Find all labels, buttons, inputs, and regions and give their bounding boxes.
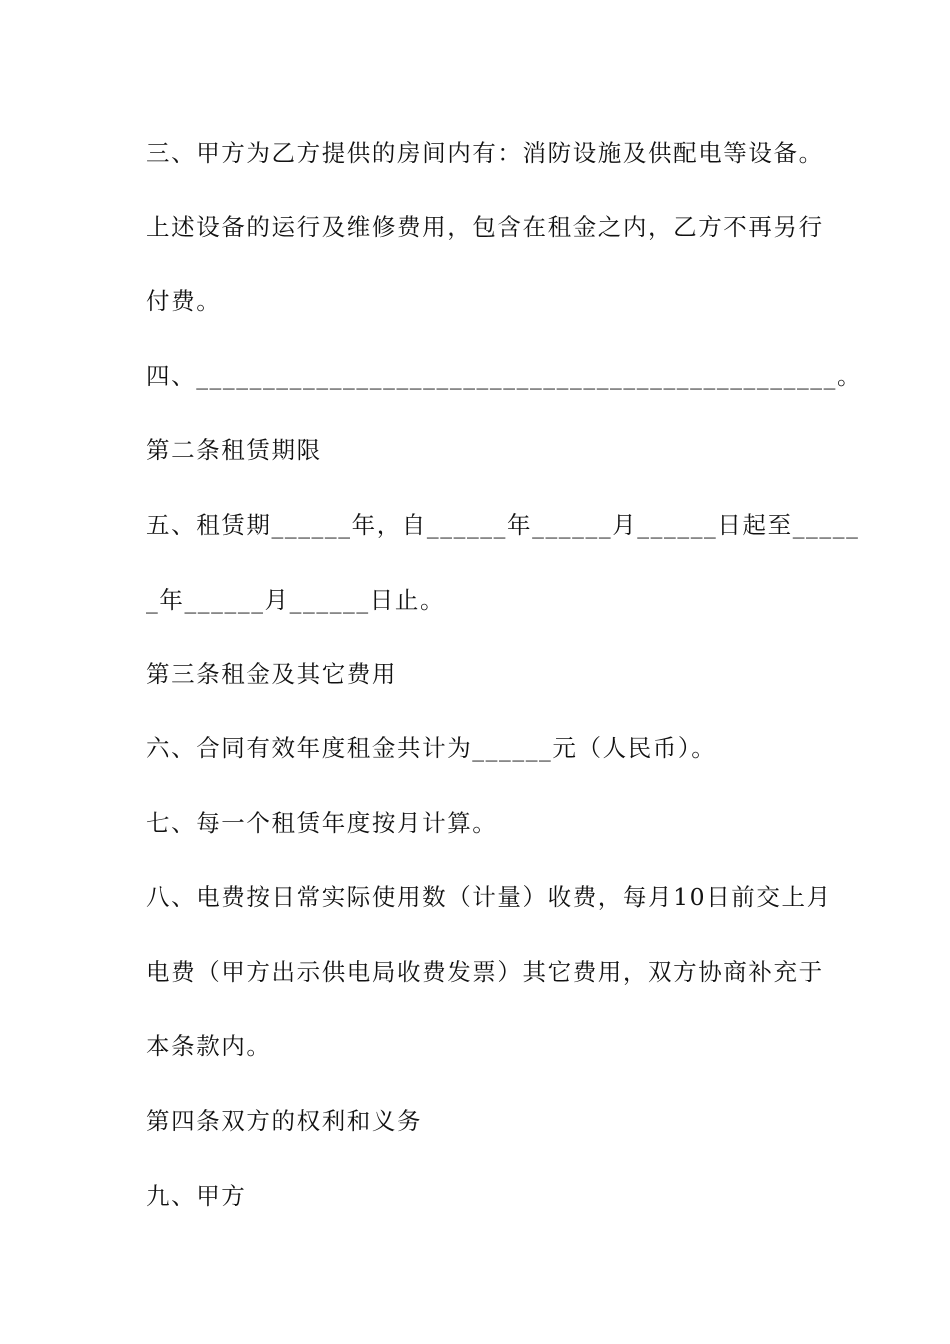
text-line: _年______月______日止。: [146, 586, 446, 614]
text-line: 上述设备的运行及维修费用，包含在租金之内，乙方不再另行: [146, 213, 824, 241]
text-line: 三、甲方为乙方提供的房间内有：消防设施及供配电等设备。: [146, 139, 824, 167]
text-line: 九、甲方: [146, 1182, 247, 1210]
section-heading: 第四条双方的权利和义务: [146, 1107, 423, 1135]
blank-fill-line: 四、________________________________________________。: [146, 362, 863, 390]
section-heading: 第二条租赁期限: [146, 436, 322, 464]
text-line: 七、每一个租赁年度按月计算。: [146, 809, 498, 837]
text-line: 五、租赁期______年，自______年______月______日起至_____: [146, 511, 860, 539]
text-line: 六、合同有效年度租金共计为______元（人民币）。: [146, 734, 717, 762]
text-line: 本条款内。: [146, 1032, 272, 1060]
text-line: 八、电费按日常实际使用数（计量）收费，每月10日前交上月: [146, 883, 832, 911]
section-heading: 第三条租金及其它费用: [146, 660, 397, 688]
text-line: 付费。: [146, 287, 222, 315]
text-line: 电费（甲方出示供电局收费发票）其它费用，双方协商补充于: [146, 958, 824, 986]
